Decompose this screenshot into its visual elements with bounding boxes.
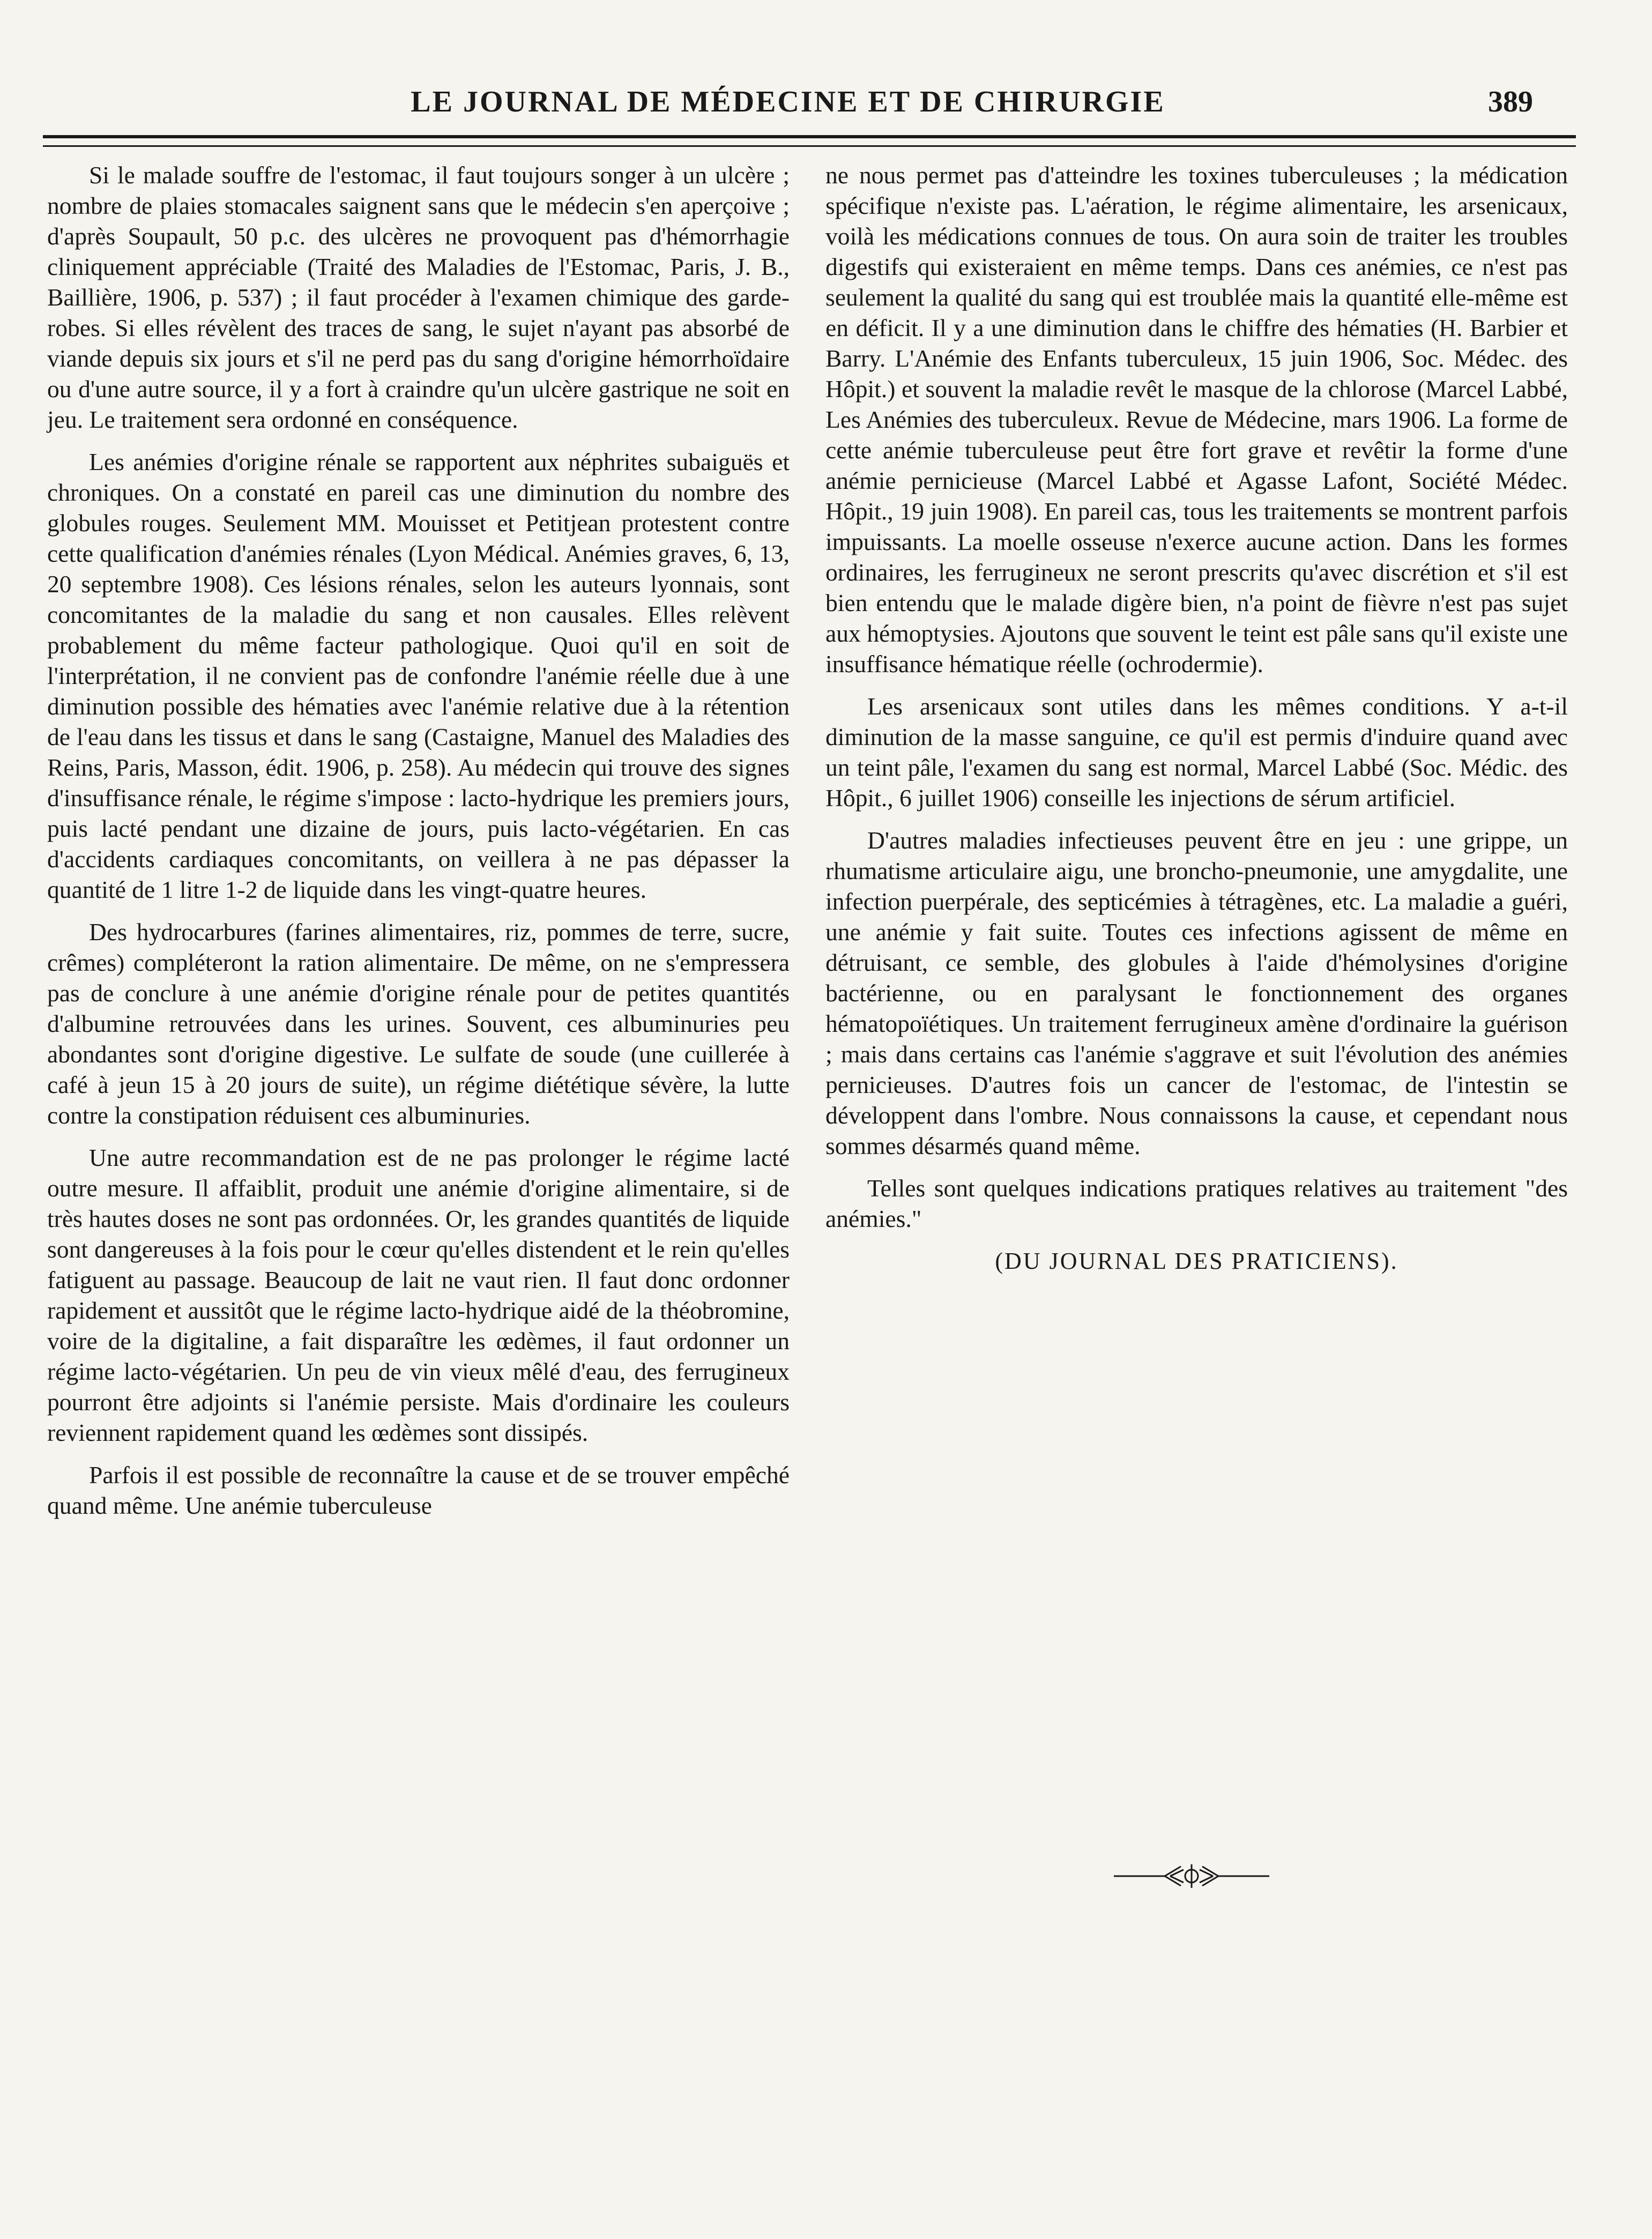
paragraph-stomach-ulcer: Si le malade souffre de l'estomac, il faut toujours songer à un ulcère ; nombre de plaies stomacales saignent sans que le médecin s'en aperçoive ; d'après Soupault, 50 p.c. des ulcères ne provoquent pas d'hémorrhagie cliniquement appréciable (Traité des Maladies de l'Estomac, Paris, J. B., Baillière, 1906, p. 537) ; il faut procéder à l'examen chimique des garde-robes. Si elles révèlent des traces de sang, le sujet n'ayant pas absorbé de viande depuis six jours et s'il ne perd pas du sang d'origine hémorrhoïdaire ou d'une autre source, il y a fort à craindre qu'un ulcère gastrique ne soit en jeu. Le traitement sera ordonné en conséquence.	[47, 161, 790, 433]
paragraph-tuberculous-anemia-cont: ne nous permet pas d'atteindre les toxines tuberculeuses ; la médication spécifique n'existe pas. L'aération, le régime alimentaire, les arsenicaux, voilà les médications connues de tous. On aura soin de traiter les troubles digestifs qui existeraient en même temps. Dans ces anémies, ce n'est pas seulement la qualité du sang qui est troublée mais la quantité elle-même est en déficit. Il y a une diminution dans le chiffre des hématies (H. Barbier et Barry. L'Anémie des Enfants tuberculeux, 15 juin 1906, Soc. Médec. des Hôpit.) et souvent la maladie revêt le masque de la chlorose (Marcel Labbé, Les Anémies des tuberculeux. Revue de Médecine, mars 1906. La forme de cette anémie tuberculeuse peut être fort grave et revêtir la forme d'une anémie pernicieuse (Marcel Labbé et Agasse Lafont, Société Médec. Hôpit., 19 juin 1908). En pareil cas, tous les traitements se montrent parfois impuissants. La moelle osseuse n'exerce aucune action. Dans les formes ordinaires, les ferrugineux ne seront prescrits qu'avec discrétion et s'il est bien entendu que le malade digère bien, n'a point de fièvre n'est pas sujet aux hémoptysies. Ajoutons que souvent le teint est pâle sans qu'il existe une insuffisance hématique réelle (ochrodermie).	[825, 161, 1568, 678]
paragraph-milk-regime: Une autre recommandation est de ne pas prolonger le régime lacté outre mesure. Il affaiblit, produit une anémie d'origine alimentaire, si de très hautes doses ne sont pas ordonnées. Or, les grandes quantités de liquide sont dangereuses à la fois pour le cœur qu'elles distendent et le rein qu'elles fatiguent au passage. Beaucoup de lait ne vaut rien. Il faut donc ordonner rapidement et aussitôt que le régime lacto-hydrique aidé de la théobromine, voire de la digitaline, a fait disparaître les œdèmes, il faut ordonner un régime lacto-végétarien. Un peu de vin vieux mêlé d'eau, des ferrugineux pourront être adjoints si l'anémie persiste. Mais d'ordinaire les couleurs reviennent rapidement quand les œdèmes sont dissipés.	[47, 1144, 790, 1446]
paragraph-tuberculous-anemia-start: Parfois il est possible de reconnaître la cause et de se trouver empêché quand même. Une anémie tuberculeuse	[47, 1461, 790, 1519]
page-number: 389	[1488, 85, 1533, 118]
paragraph-conclusion: Telles sont quelques indications pratiques relatives au traitement "des anémies."	[825, 1174, 1568, 1232]
fleuron-ornament-icon	[1114, 1860, 1269, 1892]
paragraph-infectious-diseases: D'autres maladies infectieuses peuvent être en jeu : une grippe, un rhumatisme articulaire aigu, une broncho-pneumonie, une amygdalite, une infection puerpérale, des septicémies à tétragènes, etc. La maladie a guéri, une anémie y fait suite. Toutes ces infections agissent de même en détruisant, ce semble, des globules à l'aide d'hémolysines d'origine bactérienne, ou en paralysant le fonctionnement des organes hématopoïétiques. Un traitement ferrugineux amène d'ordinaire la guérison ; mais dans certains cas l'anémie s'aggrave et suit l'évolution des anémies pernicieuses. D'autres fois un cancer de l'estomac, de l'intestin se développent dans l'ombre. Nous connaissons la cause, et cependant nous sommes désarmés quand même.	[825, 827, 1568, 1159]
journal-title: LE JOURNAL DE MÉDECINE ET DE CHIRURGIE	[411, 85, 1165, 118]
source-credit: (DU JOURNAL DES PRATICIENS).	[995, 1248, 1398, 1274]
header-double-rule	[43, 135, 1576, 147]
paragraph-arsenicals: Les arsenicaux sont utiles dans les mêmes conditions. Y a-t-il diminution de la masse sanguine, ce qu'il est permis d'induire quand avec un teint pâle, l'examen du sang est normal, Marcel Labbé (Soc. Médic. des Hôpit., 6 juillet 1906) conseille les injections de sérum artificiel.	[825, 693, 1568, 812]
left-column	[47, 160, 790, 1533]
paragraph-renal-anemia: Les anémies d'origine rénale se rapportent aux néphrites subaiguës et chroniques. On a constaté en pareil cas une diminution du nombre des globules rouges. Seulement MM. Mouisset et Petitjean protestent contre cette qualification d'anémies rénales (Lyon Médical. Anémies graves, 6, 13, 20 septembre 1908). Ces lésions rénales, selon les auteurs lyonnais, sont concomitantes de la maladie du sang et non causales. Elles relèvent probablement du même facteur pathologique. Quoi qu'il en soit de l'interprétation, il ne convient pas de confondre l'anémie réelle due à une diminution possible des hématies avec l'anémie relative due à la rétention de l'eau dans les tissus et dans le sang (Castaigne, Manuel des Maladies des Reins, Paris, Masson, édit. 1906, p. 258). Au médecin qui trouve des signes d'insuffisance rénale, le régime s'impose : lacto-hydrique les premiers jours, puis lacté pendant une dizaine de jours, puis lacto-végétarien. En cas d'accidents cardiaques concomitants, on veillera à ne pas dépasser la quantité de 1 litre 1-2 de liquide dans les vingt-quatre heures.	[47, 448, 790, 903]
running-header	[43, 80, 1533, 129]
right-column	[825, 160, 1568, 1276]
paragraph-hydrocarbons: Des hydrocarbures (farines alimentaires, riz, pommes de terre, sucre, crêmes) compléteront la ration alimentaire. De même, on ne s'empressera pas de conclure à une anémie d'origine rénale pour de petites quantités d'albumine retrouvées dans les urines. Souvent, ces albuminuries peu abondantes sont d'origine digestive. Le sulfate de soude (une cuillerée à café à jeun 15 à 20 jours de suite), un régime diététique sévère, la lutte contre la constipation réduisent ces albuminuries.	[47, 918, 790, 1129]
